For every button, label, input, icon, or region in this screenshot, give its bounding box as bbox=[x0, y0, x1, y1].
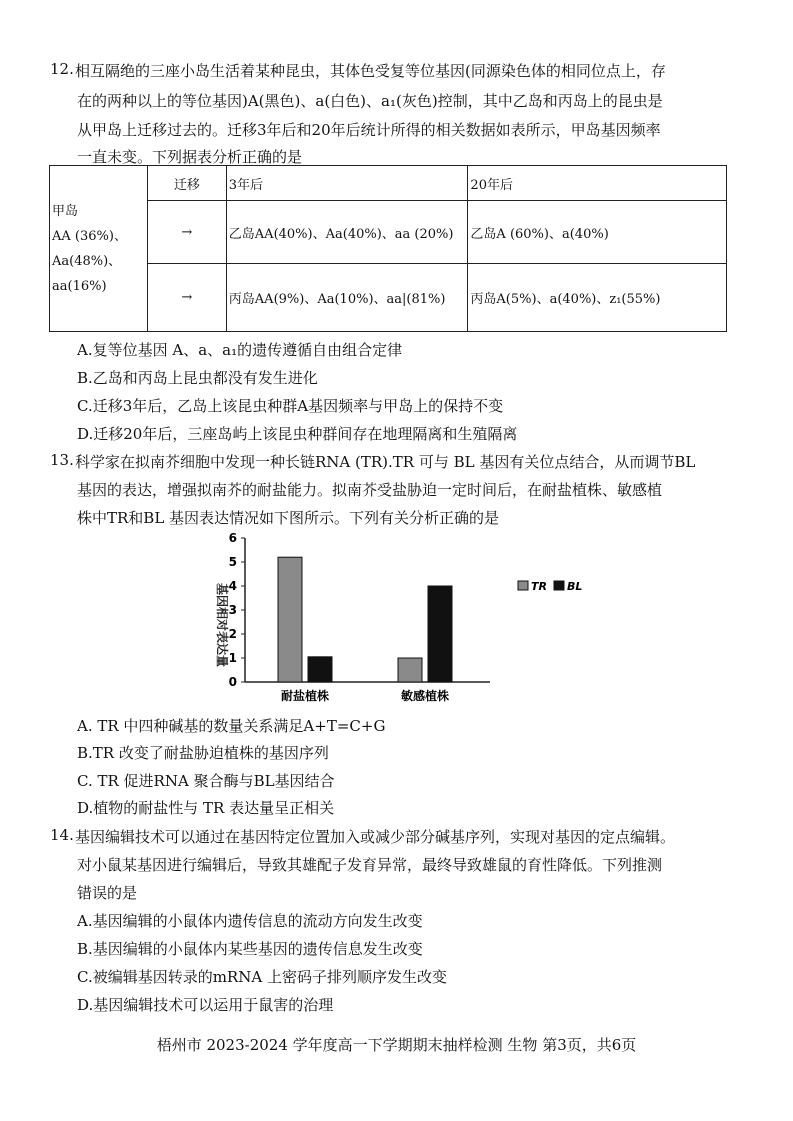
bar-bl bbox=[428, 586, 452, 682]
option-a: A.基因编辑的小鼠体内遗传信息的流动方向发生改变 bbox=[77, 912, 423, 930]
bar-tr bbox=[278, 557, 302, 682]
table-header: 20年后 bbox=[468, 166, 727, 201]
category-label: 敏感植株 bbox=[400, 689, 450, 703]
option-a: A.复等位基因 A、a、a₁的遗传遵循自由组合定律 bbox=[77, 341, 403, 359]
page-footer: 梧州市 2023-2024 学年度高一下学期期末抽样检测 生物 第3页，共6页 bbox=[156, 1036, 637, 1054]
y-axis-label: 基因相对表达量 bbox=[215, 582, 229, 668]
option-c: C.迁移3年后，乙岛上该昆虫种群A基因频率与甲岛上的保持不变 bbox=[77, 397, 504, 415]
option-c: C. TR 促进RNA 聚合酶与BL基因结合 bbox=[77, 772, 335, 790]
y-tick-label: 2 bbox=[228, 627, 237, 641]
expression-bar-chart bbox=[200, 530, 590, 708]
source-value: AA (36%)、 bbox=[52, 228, 127, 244]
legend-swatch bbox=[554, 581, 564, 590]
source-island-cell bbox=[50, 166, 148, 332]
source-label: 甲岛 bbox=[52, 203, 79, 219]
legend-label: TR bbox=[531, 580, 547, 593]
legend-label: BL bbox=[567, 580, 583, 593]
y-tick-label: 5 bbox=[228, 555, 237, 569]
arrow-cell: → bbox=[147, 264, 226, 332]
y-tick-label: 6 bbox=[228, 531, 237, 545]
option-d: D.基因编辑技术可以运用于鼠害的治理 bbox=[77, 996, 334, 1014]
gene-frequency-table bbox=[49, 165, 727, 332]
table-cell: 乙岛AA(40%)、Aa(40%)、aa (20%) bbox=[226, 201, 468, 264]
question-number: 12. bbox=[50, 60, 74, 78]
y-tick-label: 0 bbox=[228, 675, 237, 689]
stem-line: 一直未变。下列据表分析正确的是 bbox=[77, 148, 303, 166]
question-number: 14. bbox=[50, 826, 74, 844]
option-d: D.迁移20年后，三座岛屿上该昆虫种群间存在地理隔离和生殖隔离 bbox=[77, 425, 518, 443]
question-number: 13. bbox=[50, 451, 74, 469]
bar-tr bbox=[398, 658, 422, 682]
y-tick-label: 1 bbox=[228, 651, 237, 665]
stem-line: 科学家在拟南芥细胞中发现一种长链RNA (TR).TR 可与 BL 基因有关位点结合，从而调节BL bbox=[75, 453, 696, 471]
bar-bl bbox=[308, 657, 332, 682]
option-b: B.乙岛和丙岛上昆虫都没有发生进化 bbox=[77, 369, 318, 387]
stem-line: 基因的表达，增强拟南芥的耐盐能力。拟南芥受盐胁迫一定时间后，在耐盐植株、敏感植 bbox=[77, 481, 663, 499]
option-b: B.TR 改变了耐盐胁迫植株的基因序列 bbox=[77, 744, 329, 762]
option-a: A. TR 中四种碱基的数量关系满足A+T=C+G bbox=[77, 717, 386, 735]
table-cell: 丙岛AA(9%)、Aa(10%)、aa|(81%) bbox=[226, 264, 468, 332]
table-cell: 乙岛A (60%)、a(40%) bbox=[468, 201, 727, 264]
stem-line: 错误的是 bbox=[77, 884, 138, 902]
legend-swatch bbox=[518, 581, 528, 590]
option-b: B.基因编辑的小鼠体内某些基因的遗传信息发生改变 bbox=[77, 940, 423, 958]
table-header: 3年后 bbox=[226, 166, 468, 201]
stem-line: 在的两种以上的等位基因)A(黑色)、a(白色)、a₁(灰色)控制，其中乙岛和丙岛上的昆虫是 bbox=[77, 92, 663, 110]
stem-line: 从甲岛上迁移过去的。迁移3年后和20年后统计所得的相关数据如表所示，甲岛基因频率 bbox=[77, 121, 661, 139]
arrow-cell: → bbox=[147, 201, 226, 264]
table-header: 迁移 bbox=[147, 166, 226, 201]
stem-line: 对小鼠某基因进行编辑后，导致其雄配子发育异常，最终导致雄鼠的育性降低。下列推测 bbox=[77, 856, 663, 874]
category-label: 耐盐植株 bbox=[280, 689, 330, 703]
y-tick-label: 4 bbox=[228, 579, 237, 593]
option-c: C.被编辑基因转录的mRNA 上密码子排列顺序发生改变 bbox=[77, 968, 447, 986]
stem-line: 基因编辑技术可以通过在基因特定位置加入或减少部分碱基序列，实现对基因的定点编辑。 bbox=[75, 828, 676, 846]
stem-line: 株中TR和BL 基因表达情况如下图所示。下列有关分析正确的是 bbox=[77, 509, 500, 527]
option-d: D.植物的耐盐性与 TR 表达量呈正相关 bbox=[77, 799, 335, 817]
stem-line: 相互隔绝的三座小岛生活着某种昆虫，其体色受复等位基因(同源染色体的相同位点上，存 bbox=[75, 62, 666, 80]
y-tick-label: 3 bbox=[228, 603, 237, 617]
source-value: Aa(48%)、 bbox=[52, 253, 122, 269]
table-cell: 丙岛A(5%)、a(40%)、z₁(55%) bbox=[468, 264, 727, 332]
source-value: aa(16%) bbox=[52, 278, 107, 294]
